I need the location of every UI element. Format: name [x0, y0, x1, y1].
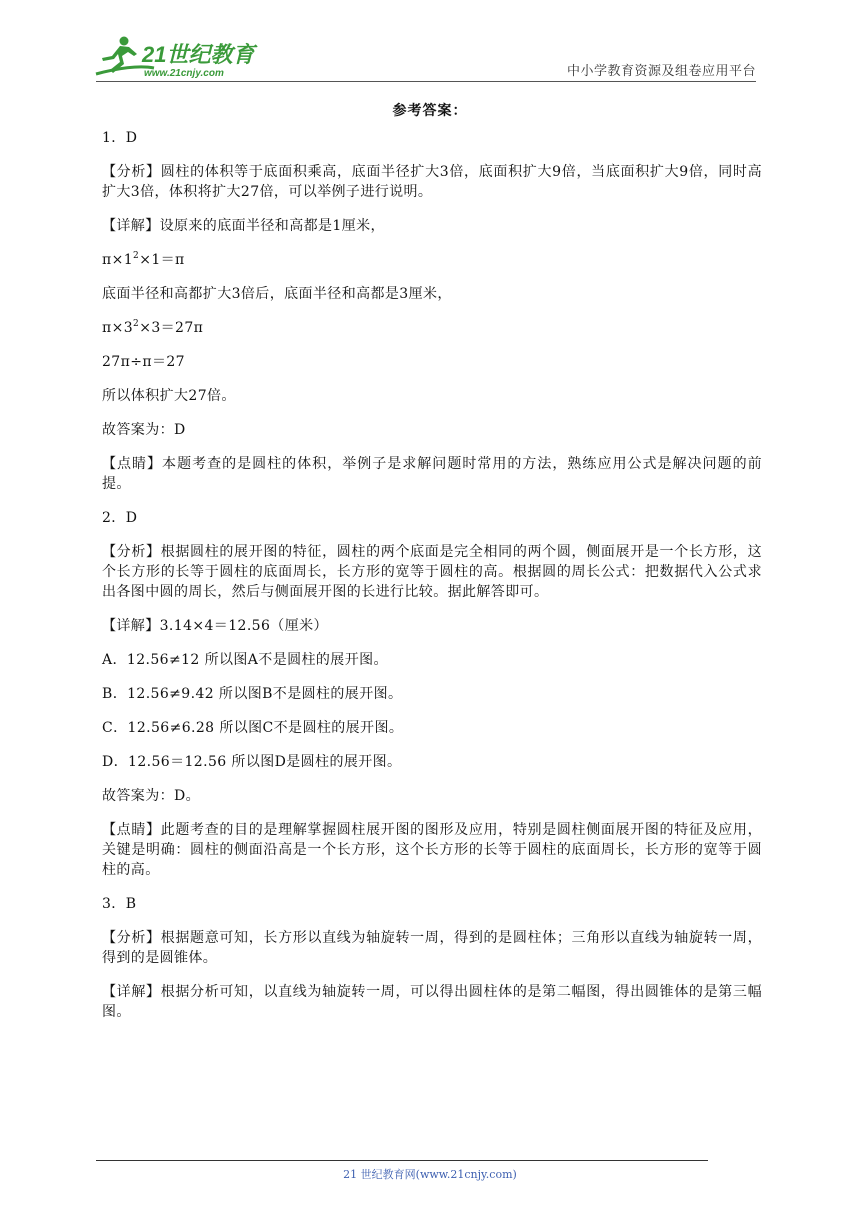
- page-footer: 21 世纪教育网(www.21cnjy.com): [343, 1168, 517, 1181]
- q2-option-b: B．12.56≠9.42 所以图B不是圆柱的展开图。: [102, 686, 403, 702]
- q2-detail: 【详解】3.14×4＝12.56（厘米）: [102, 618, 328, 634]
- header-divider: [96, 81, 756, 82]
- q2-option-c: C．12.56≠6.28 所以图C不是圆柱的展开图。: [102, 720, 404, 736]
- q2-final-answer: 故答案为：D。: [102, 788, 201, 804]
- q2-option-d: D．12.56＝12.56 所以图D是圆柱的展开图。: [102, 754, 402, 770]
- page-title: 参考答案：: [392, 103, 468, 119]
- q1-line-2: 底面半径和高都扩大3倍后，底面半径和高都是3厘米，: [102, 286, 452, 302]
- q1-comment: 【点睛】本题考查的是圆柱的体积，举例子是求解问题时常用的方法，熟练应用公式是解决问题的前提。: [102, 456, 762, 492]
- q1-formula-2: $\pi\times 3^2\times 3=27\pi$: [102, 319, 204, 336]
- q1-detail: 【详解】设原来的底面半径和高都是1厘米，: [102, 218, 385, 234]
- svg-text:www.21cnjy.com: www.21cnjy.com: [144, 68, 224, 79]
- q2-option-a: A．12.56≠12 所以图A不是圆柱的展开图。: [102, 652, 388, 668]
- footer-divider: [96, 1160, 708, 1161]
- q1-answer: 1．D: [102, 130, 138, 146]
- platform-slogan: 中小学教育资源及组卷应用平台: [566, 64, 756, 79]
- q3-detail: 【详解】根据分析可知，以直线为轴旋转一周，可以得出圆柱体的是第二幅图，得出圆锥体的是第三幅图。: [102, 984, 762, 1020]
- site-logo: [94, 34, 264, 80]
- runner-logo-icon: [94, 34, 264, 80]
- q3-answer: 3．B: [102, 896, 137, 912]
- svg-text:21世纪教育: 21世纪教育: [142, 42, 255, 67]
- q1-formula-3: 27π÷π＝27: [102, 354, 185, 370]
- q2-answer: 2．D: [102, 510, 138, 526]
- q1-analysis: 【分析】圆柱的体积等于底面积乘高，底面半径扩大3倍，底面积扩大9倍，当底面积扩大9倍，同时高扩大3倍，体积将扩大27倍，可以举例子进行说明。: [102, 164, 762, 200]
- q2-comment: 【点睛】此题考查的目的是理解掌握圆柱展开图的图形及应用，特别是圆柱侧面展开图的特征及应用，关键是明确：圆柱的侧面沿高是一个长方形，这个长方形的长等于圆柱的底面周长，长方形的宽等于圆柱的高。: [102, 822, 762, 878]
- answer-content: [102, 128, 762, 1036]
- q1-final-answer: 故答案为：D: [102, 422, 186, 438]
- q1-formula-1: $\pi\times 1^2\times 1=\pi$: [102, 251, 185, 268]
- q1-line-3: 所以体积扩大27倍。: [102, 388, 236, 404]
- q3-analysis: 【分析】根据题意可知，长方形以直线为轴旋转一周，得到的是圆柱体；三角形以直线为轴旋转一周，得到的是圆锥体。: [102, 930, 762, 966]
- q2-analysis: 【分析】根据圆柱的展开图的特征，圆柱的两个底面是完全相同的两个圆，侧面展开是一个长方形，这个长方形的长等于圆柱的底面周长，长方形的宽等于圆柱的高。根据圆的周长公式：把数据代入公式求出各图中圆的周长，然后与侧面展开图的长进行比较。据此解答即可。: [102, 544, 762, 600]
- page-header: [0, 0, 860, 90]
